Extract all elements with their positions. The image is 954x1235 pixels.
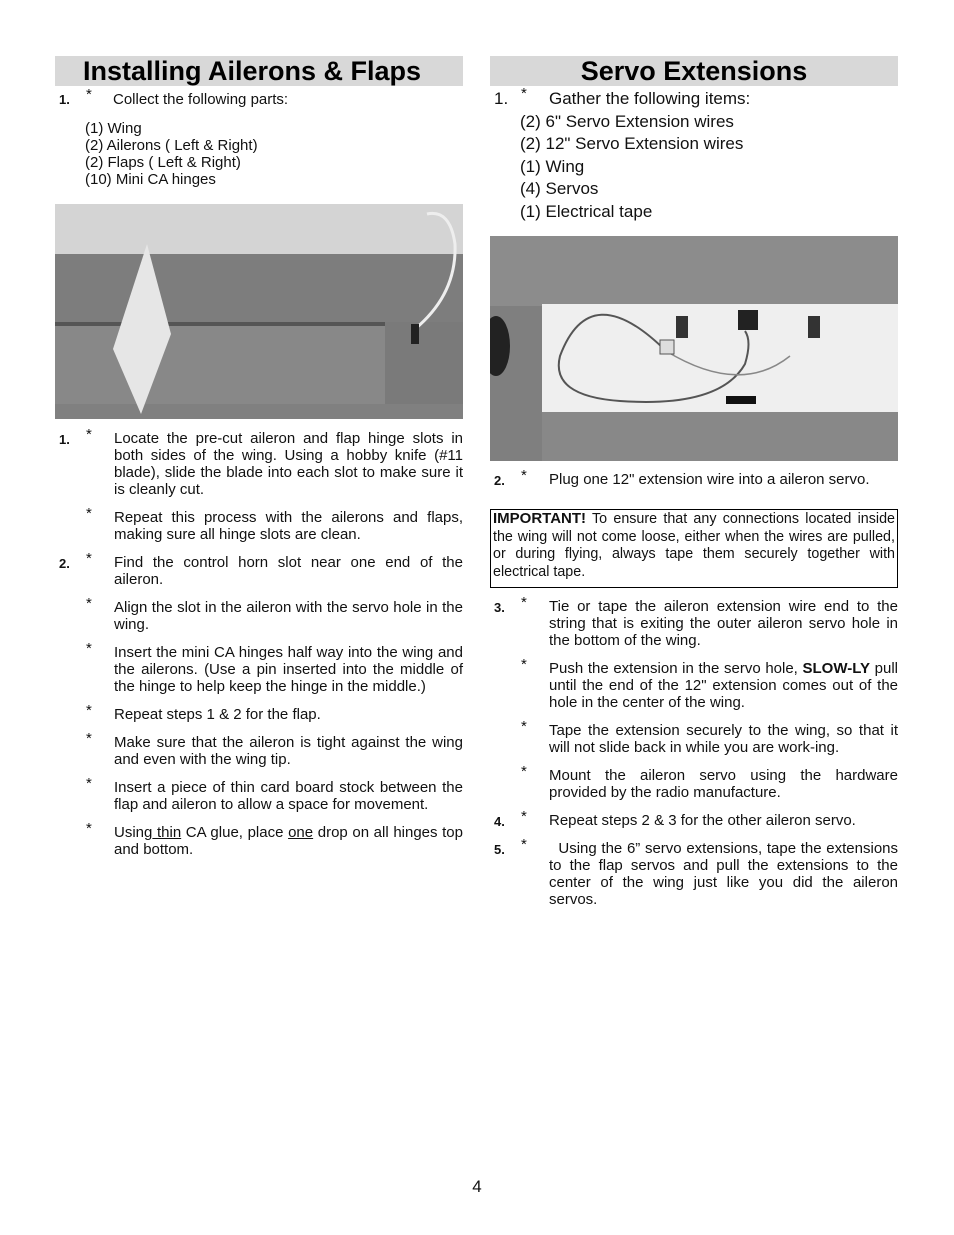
list-item xyxy=(55,426,463,498)
underlined-text: one xyxy=(288,824,314,841)
list-item xyxy=(490,836,903,908)
step-text: Repeat this process with the ailerons and flaps, making sure all hinge slots are clean. xyxy=(114,509,463,543)
list-item xyxy=(55,595,463,633)
step-number: 1. xyxy=(59,432,70,447)
list-item xyxy=(55,820,463,858)
step-number: 2. xyxy=(59,556,70,571)
step-text: Tape the extension securely to the wing, so that it will not slide back in while you are work-ing. xyxy=(549,722,898,756)
underlined-text: thin xyxy=(152,824,182,841)
list-item: (2) 12" Servo Extension wires xyxy=(520,134,744,153)
list-item xyxy=(490,594,898,649)
checkbox-star: * xyxy=(86,730,92,747)
list-item xyxy=(55,505,463,543)
step-text: Align the slot in the aileron with the servo hole in the wing. xyxy=(114,599,463,633)
checkbox-star: * xyxy=(86,505,92,522)
important-notice xyxy=(490,509,898,588)
checkbox-star: * xyxy=(86,702,92,719)
step-number: 1. xyxy=(59,92,70,107)
list-item xyxy=(55,640,463,695)
text-run: Using xyxy=(114,824,153,841)
checkbox-star: * xyxy=(86,86,92,103)
checkbox-star: * xyxy=(86,820,92,837)
section-title-ailerons-flaps: Installing Ailerons & Flaps xyxy=(55,56,463,86)
checkbox-star: * xyxy=(521,656,527,673)
step-text: Gather the following items: xyxy=(549,89,751,108)
important-label: IMPORTANT! xyxy=(493,510,587,527)
list-item: (2) Ailerons ( Left & Right) xyxy=(85,137,258,154)
section-title-servo-extensions: Servo Extensions xyxy=(490,56,898,86)
checkbox-star: * xyxy=(521,467,527,484)
list-item xyxy=(55,730,463,768)
list-item xyxy=(490,763,898,801)
step-text: Make sure that the aileron is tight against the wing and even with the wing tip. xyxy=(114,734,463,768)
list-item: (4) Servos xyxy=(520,179,599,198)
text-run: CA glue, place xyxy=(181,824,289,841)
wing-hinge-photo xyxy=(55,204,463,419)
text-run: pull until the end of the 12" extension comes out of the hole in the center of the wing. xyxy=(549,660,898,711)
step-text: Plug one 12" extension wire into a aileron servo. xyxy=(549,471,870,488)
step-text: Mount the aileron servo using the hardware provided by the radio manufacture. xyxy=(549,767,898,801)
page-number: 4 xyxy=(472,1177,482,1196)
checkbox-star: * xyxy=(86,775,92,792)
step-text: Using the 6” servo extensions, tape the extensions to the flap servos and pull the extensions to the center of the wing just like you did the aileron servos. xyxy=(549,840,903,908)
step-text: Collect the following parts: xyxy=(113,91,289,108)
checkbox-star: * xyxy=(521,808,527,825)
step-number: 5. xyxy=(494,842,505,857)
step-number: 4. xyxy=(494,814,505,829)
items-list xyxy=(520,111,898,224)
right-column xyxy=(490,56,903,908)
step-text: Repeat steps 1 & 2 for the flap. xyxy=(114,706,321,723)
checkbox-star: * xyxy=(521,763,527,780)
intro-step xyxy=(490,85,898,111)
checkbox-star: * xyxy=(521,85,527,102)
step-text xyxy=(549,660,898,711)
intro-step xyxy=(55,86,463,108)
left-column xyxy=(55,56,463,858)
servo-extension-photo xyxy=(490,236,898,461)
list-item xyxy=(55,775,463,813)
step-text: Insert a piece of thin card board stock between the flap and aileron to allow a space for movement. xyxy=(114,779,463,813)
step-number: 1. xyxy=(494,89,509,108)
step-number: 3. xyxy=(494,600,505,615)
list-item: (2) Flaps ( Left & Right) xyxy=(85,154,241,171)
list-item xyxy=(490,718,898,756)
list-item xyxy=(55,550,463,588)
step-text: Find the control horn slot near one end of the aileron. xyxy=(114,554,463,588)
checkbox-star: * xyxy=(86,426,92,443)
checkbox-star: * xyxy=(521,718,527,735)
step-text: Repeat steps 2 & 3 for the other aileron servo. xyxy=(549,812,856,829)
text-run: drop on all hinges top and bottom. xyxy=(114,824,463,858)
list-item: (10) Mini CA hinges xyxy=(85,171,216,188)
list-item xyxy=(55,702,463,723)
checkbox-star: * xyxy=(86,640,92,657)
parts-list xyxy=(85,120,463,188)
list-item: (1) Wing xyxy=(85,120,142,137)
checkbox-star: * xyxy=(521,836,527,853)
step-text: Tie or tape the aileron extension wire end to the string that is exiting the outer aileron servo hole in the bottom of the wing. xyxy=(549,598,898,649)
important-text: To ensure that any connections located inside the wing will not come loose, either when the wires are pulled, or during flying, always tape them securely together with electrical tape. xyxy=(493,511,895,580)
checkbox-star: * xyxy=(86,550,92,567)
step-number: 2. xyxy=(494,473,505,488)
list-item: (1) Wing xyxy=(520,156,585,176)
list-item: (1) Electrical tape xyxy=(520,201,653,221)
list-item xyxy=(490,656,898,711)
list-item xyxy=(490,467,898,488)
list-item xyxy=(490,808,898,829)
step-text: Insert the mini CA hinges half way into the wing and the ailerons. (Use a pin inserted into the middle of the hinge to help keep the hinge in the middle.) xyxy=(114,644,463,695)
checkbox-star: * xyxy=(86,595,92,612)
list-item: (2) 6" Servo Extension wires xyxy=(520,111,734,131)
step-text: Locate the pre-cut aileron and flap hinge slots in both sides of the wing. Using a hobby knife (#11 blade), slide the blade into each slot to make sure it is cleanly cut. xyxy=(114,430,463,498)
bold-text: SLOW-LY xyxy=(802,660,870,677)
text-run: Push the extension in the servo hole, xyxy=(549,660,803,677)
checkbox-star: * xyxy=(521,594,527,611)
step-text xyxy=(114,824,463,858)
